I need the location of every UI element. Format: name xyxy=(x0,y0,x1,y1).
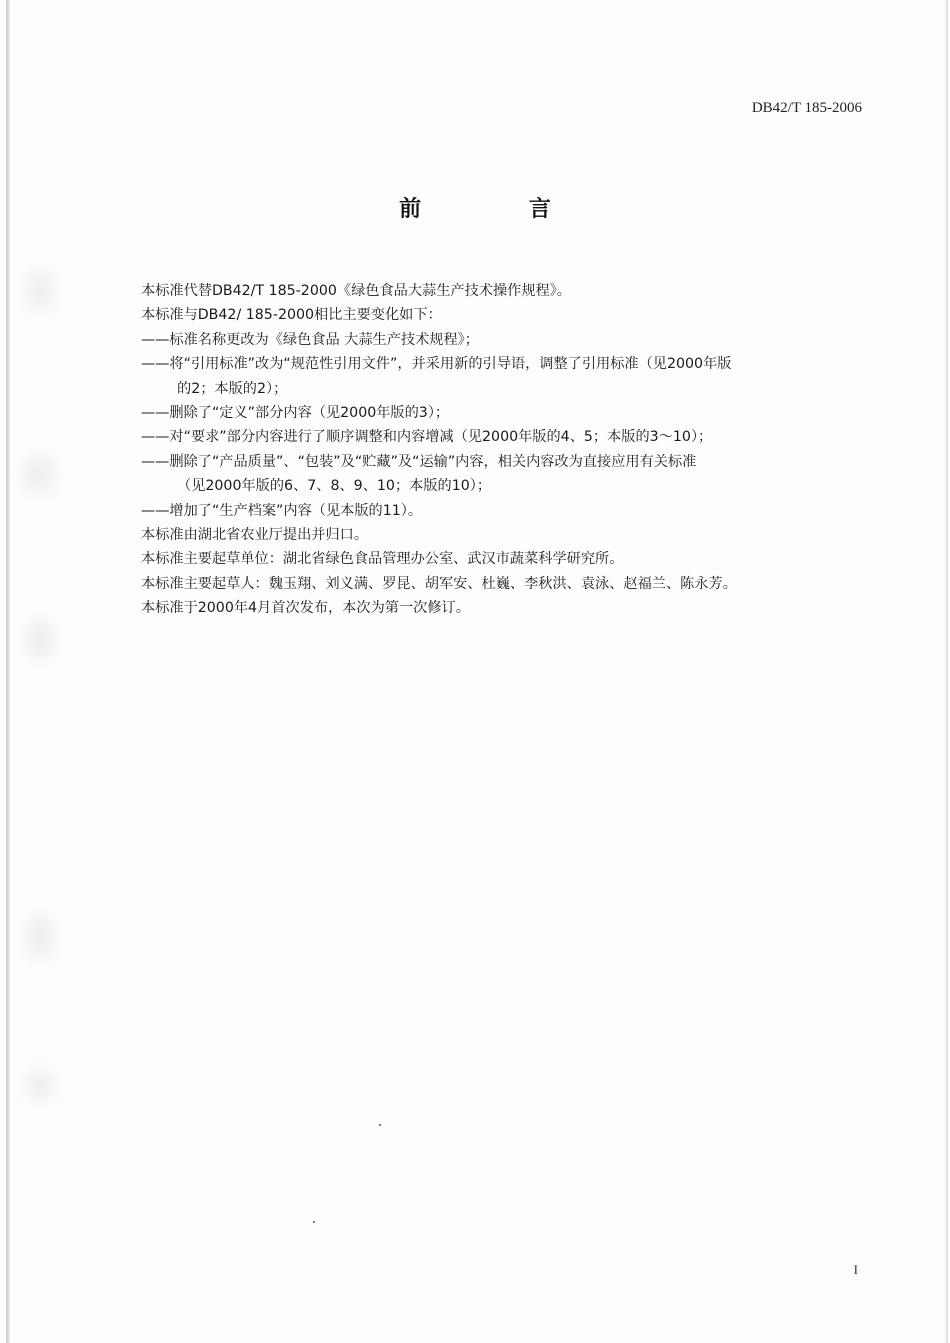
foreword-line: 本标准于2000年4月首次发布，本次为第一次修订。 xyxy=(141,600,470,617)
foreword-line: 本标准主要起草人：魏玉翔、刘义满、罗昆、胡军安、杜巍、李秋洪、袁泳、赵福兰、陈永芳。 xyxy=(141,575,737,592)
page-title: 前 言 xyxy=(399,197,601,222)
foreword-line: （见2000年版的6、7、8、9、10；本版的10）； xyxy=(177,478,492,495)
scan-smudge xyxy=(25,620,55,660)
foreword-body xyxy=(141,279,871,621)
scan-smudge xyxy=(25,1070,55,1100)
foreword-line: ——删除了“产品质量”、“包装”及“贮藏”及“运输”内容，相关内容改为直接应用有关标准 xyxy=(141,453,697,470)
foreword-line: ——删除了“定义”部分内容（见2000年版的3）； xyxy=(141,405,450,422)
foreword-line: ——将“引用标准”改为“规范性引用文件”，并采用新的引导语，调整了引用标准（见2000年版 xyxy=(141,356,732,373)
foreword-line: ——增加了“生产档案”内容（见本版的11）。 xyxy=(141,502,423,519)
foreword-line: 本标准与DB42/ 185-2000相比主要变化如下： xyxy=(141,307,442,324)
scan-speck xyxy=(379,1124,381,1126)
scan-smudge xyxy=(25,915,55,960)
document-code: DB42/T 185-2006 xyxy=(751,100,862,116)
foreword-line: ——对“要求”部分内容进行了顺序调整和内容增减（见2000年版的4、5；本版的3～10）； xyxy=(141,429,713,446)
foreword-line: ——标准名称更改为《绿色食品 大蒜生产技术规程》； xyxy=(141,331,479,348)
foreword-line: 的2；本版的2）； xyxy=(177,380,288,397)
foreword-line: 本标准代替DB42/T 185-2000《绿色食品大蒜生产技术操作规程》。 xyxy=(141,283,571,299)
scan-smudge xyxy=(22,455,56,495)
foreword-line: 本标准由湖北省农业厅提出并归口。 xyxy=(141,527,369,544)
foreword-line: 本标准主要起草单位：湖北省绿色食品管理办公室、武汉市蔬菜科学研究所。 xyxy=(141,551,624,568)
scan-smudge xyxy=(25,270,55,310)
scan-speck xyxy=(313,1221,315,1223)
page-number: I xyxy=(853,1262,858,1277)
